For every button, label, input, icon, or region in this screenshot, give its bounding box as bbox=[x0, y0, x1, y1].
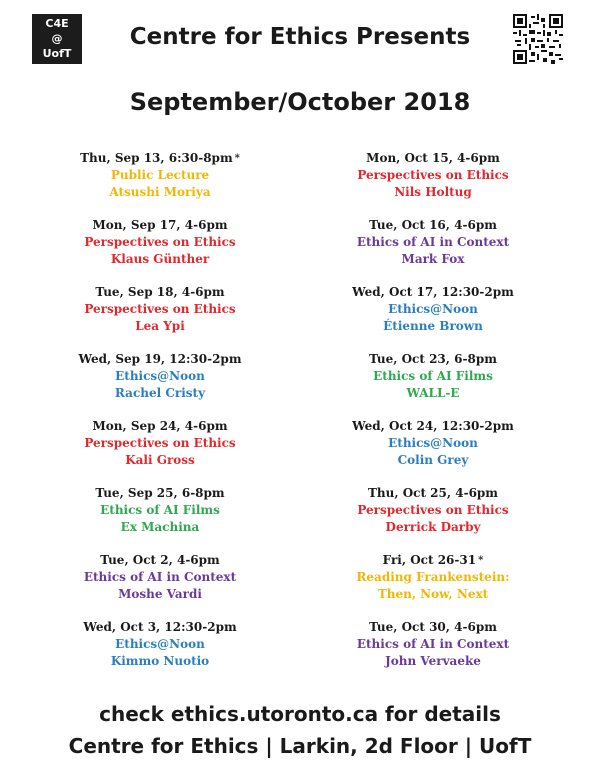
event-entry bbox=[298, 284, 568, 351]
event-speaker: Moshe Vardi bbox=[118, 587, 202, 601]
footer-website-line[interactable]: check ethics.utoronto.ca for details bbox=[99, 702, 501, 726]
qr-code-icon[interactable] bbox=[513, 14, 563, 64]
event-entry bbox=[25, 150, 295, 217]
event-series: Ethics@Noon bbox=[388, 436, 478, 450]
event-series: Public Lecture bbox=[110, 168, 210, 182]
event-entry bbox=[25, 485, 295, 552]
event-speaker: Kali Gross bbox=[125, 453, 195, 467]
event-entry bbox=[25, 351, 295, 418]
event-date bbox=[25, 619, 295, 636]
event-date-text: Thu, Oct 25, 4-6pm bbox=[367, 486, 499, 500]
asterisk-icon: * bbox=[478, 555, 484, 566]
event-series: Perspectives on Ethics bbox=[84, 302, 236, 316]
logo-line-2: @ bbox=[51, 32, 63, 45]
event-series: Ethics@Noon bbox=[115, 369, 205, 383]
event-date-text: Wed, Sep 19, 12:30-2pm bbox=[78, 352, 242, 366]
c4e-logo bbox=[32, 14, 82, 64]
event-series: Perspectives on Ethics bbox=[84, 235, 236, 249]
event-date-text: Wed, Oct 24, 12:30-2pm bbox=[352, 419, 514, 433]
event-speaker: Kimmo Nuotio bbox=[110, 654, 210, 668]
event-date-text: Mon, Sep 24, 4-6pm bbox=[92, 419, 228, 433]
event-date bbox=[25, 217, 295, 234]
event-speaker: Nils Holtug bbox=[394, 185, 472, 199]
event-speaker: Then, Now, Next bbox=[377, 587, 489, 601]
event-entry bbox=[25, 217, 295, 284]
event-date bbox=[298, 284, 568, 301]
event-date bbox=[25, 418, 295, 435]
logo-line-1: C4E bbox=[45, 17, 69, 30]
event-series: Ethics of AI in Context bbox=[356, 235, 510, 249]
event-speaker: Atsushi Moriya bbox=[109, 185, 211, 199]
event-series: Perspectives on Ethics bbox=[357, 168, 509, 182]
event-date-text: Fri, Oct 26-31 bbox=[382, 553, 477, 567]
event-date-text: Tue, Sep 25, 6-8pm bbox=[95, 486, 225, 500]
event-series: Perspectives on Ethics bbox=[357, 503, 509, 517]
event-entry bbox=[25, 619, 295, 686]
asterisk-icon: * bbox=[234, 153, 240, 164]
logo-line-3: UofT bbox=[42, 47, 72, 60]
event-series: Ethics@Noon bbox=[388, 302, 478, 316]
event-series: Ethics of AI Films bbox=[373, 369, 493, 383]
right-event-column bbox=[298, 150, 568, 686]
event-series: Ethics of AI in Context bbox=[83, 570, 237, 584]
event-speaker: Ex Machina bbox=[120, 520, 200, 534]
event-speaker: WALL-E bbox=[406, 386, 460, 400]
event-series: Ethics of AI Films bbox=[100, 503, 220, 517]
event-date bbox=[298, 552, 568, 569]
event-speaker: John Vervaeke bbox=[385, 654, 481, 668]
event-date bbox=[298, 150, 568, 167]
event-date bbox=[298, 418, 568, 435]
event-date bbox=[298, 351, 568, 368]
event-entry bbox=[298, 552, 568, 619]
event-date bbox=[25, 552, 295, 569]
event-date bbox=[25, 284, 295, 301]
event-speaker: Colin Grey bbox=[397, 453, 469, 467]
event-series: Perspectives on Ethics bbox=[84, 436, 236, 450]
event-date-text: Thu, Sep 13, 6:30-8pm bbox=[80, 151, 233, 165]
event-speaker: Mark Fox bbox=[401, 252, 465, 266]
event-entry bbox=[298, 418, 568, 485]
event-date-text: Tue, Oct 30, 4-6pm bbox=[369, 620, 497, 634]
event-entry bbox=[298, 351, 568, 418]
event-entry bbox=[298, 150, 568, 217]
event-date bbox=[298, 485, 568, 502]
event-speaker: Étienne Brown bbox=[383, 319, 483, 333]
event-date-text: Tue, Sep 18, 4-6pm bbox=[95, 285, 225, 299]
event-date-text: Wed, Oct 3, 12:30-2pm bbox=[83, 620, 237, 634]
event-series: Reading Frankenstein: bbox=[356, 570, 510, 584]
page-title: Centre for Ethics Presents bbox=[129, 24, 471, 50]
event-date bbox=[298, 217, 568, 234]
event-date bbox=[25, 351, 295, 368]
left-event-column bbox=[25, 150, 295, 686]
event-date bbox=[25, 485, 295, 502]
footer-address-line: Centre for Ethics | Larkin, 2d Floor | UofT bbox=[68, 734, 532, 758]
event-date bbox=[25, 150, 295, 167]
event-series: Ethics@Noon bbox=[115, 637, 205, 651]
event-entry bbox=[298, 485, 568, 552]
event-speaker: Rachel Cristy bbox=[114, 386, 206, 400]
event-entry bbox=[298, 217, 568, 284]
event-entry bbox=[25, 284, 295, 351]
event-entry bbox=[25, 418, 295, 485]
event-speaker: Klaus Günther bbox=[110, 252, 210, 266]
page-subtitle: September/October 2018 bbox=[129, 88, 471, 116]
event-date-text: Wed, Oct 17, 12:30-2pm bbox=[352, 285, 514, 299]
event-speaker: Derrick Darby bbox=[385, 520, 481, 534]
event-series: Ethics of AI in Context bbox=[356, 637, 510, 651]
event-date-text: Mon, Oct 15, 4-6pm bbox=[366, 151, 500, 165]
event-speaker: Lea Ypi bbox=[135, 319, 185, 333]
event-date-text: Tue, Oct 23, 6-8pm bbox=[369, 352, 497, 366]
event-date-text: Mon, Sep 17, 4-6pm bbox=[92, 218, 228, 232]
event-date bbox=[298, 619, 568, 636]
event-entry bbox=[25, 552, 295, 619]
event-date-text: Tue, Oct 16, 4-6pm bbox=[369, 218, 497, 232]
event-entry bbox=[298, 619, 568, 686]
event-date-text: Tue, Oct 2, 4-6pm bbox=[100, 553, 220, 567]
